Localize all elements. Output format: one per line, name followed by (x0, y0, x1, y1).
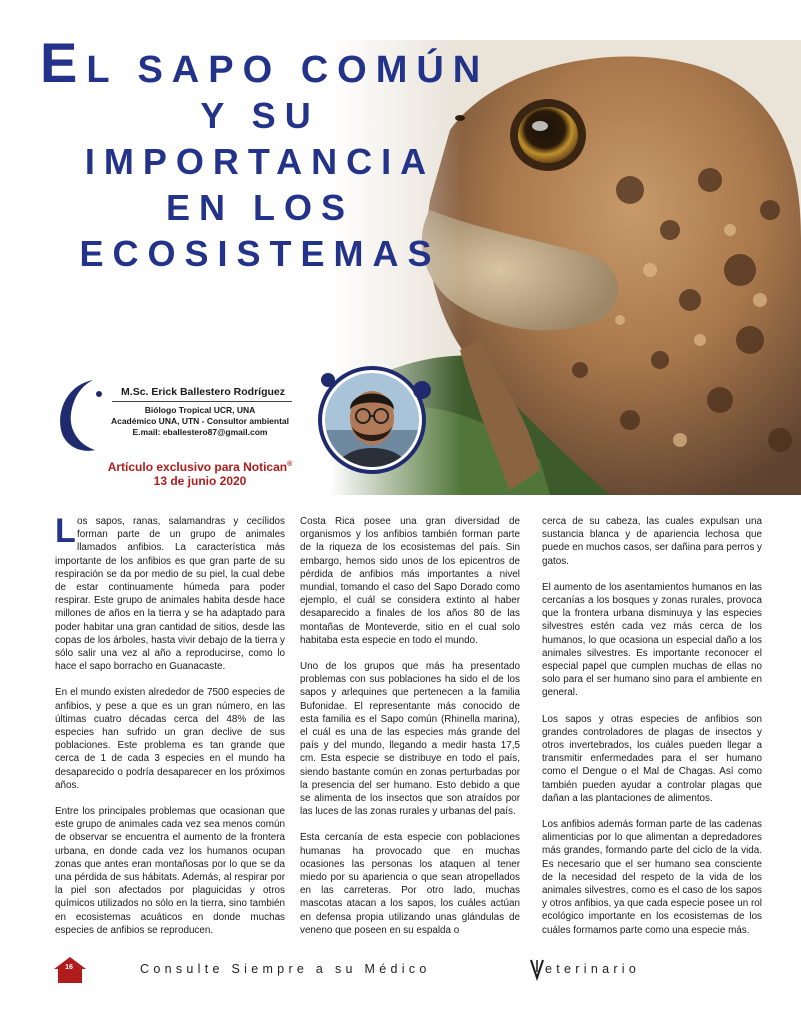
author-credentials (110, 405, 290, 438)
paragraph (55, 512, 285, 673)
article-date: 13 de junio 2020 (153, 474, 247, 488)
paragraph: Los anfibios además forman parte de las cadenas alimenticias por lo que alimentan a depredadores más grandes, formando parte del ciclo de la vida. Es necesario que el ser humano sea consciente de la necesidad del respeto de la vida de los animales silvestres, como es el caso de los sapos y otros anfibios, ya que cada especie posee un rol ecológico importante en los ecosistemas de los cuáles formamos parte como una especie más. (542, 819, 762, 936)
body-column-3 (542, 515, 762, 950)
exclusive-note (100, 458, 300, 488)
registered-mark: ® (287, 461, 293, 468)
dropcap-L (55, 512, 76, 550)
title-line-1: EL SAPO COMÚN (40, 31, 490, 94)
paragraph: Uno de los grupos que más ha presentado problemas con sus poblaciones ha sido el de los sapos y arlequines que pertenecen a la familia Bufonidae. El representante más conocido de esta familia es el Sapo común (Rhinella marina), el cuál es una de las especies más grande del país y del mundo, llegando a medir hasta 17,5 cm. Esta especie se distribuye en todo el país, siendo bastante común en zonas perturbadas por la presencia del ser humano. Esto debido a que se alimenta de los insectos que son atraídos por las luces de las zonas rurales y urbanas del país. (300, 661, 520, 818)
author-name: M.Sc. Erick Ballestero Rodríguez (121, 386, 285, 398)
paragraph: cerca de su cabeza, las cuales expulsan una sustancia blanca y de apariencia lechosa que puede en muchos casos, ser dañina para perros y gatos. (542, 516, 762, 567)
dropcap-letter: L (55, 512, 76, 550)
paragraph-text: os sapos, ranas, salamandras y cecílidos forman parte de un grupo de animales llamados anfibios. La característica más importante de los anfibios es que gran parte de su respiración se da por medio de su piel, la cual debe de estar continuamente húmeda para poder respirar. Este grupo de animales habita desde hace millones de años en la tierra y se ha adaptado para poder habitar una gran cantidad de sitios, desde las copas de los árboles, hasta vivir debajo de la tierra y sólo salir una vez al año a reproducirse, como lo hace el sapo borracho en Guanacaste. (55, 516, 285, 673)
paragraph: Costa Rica posee una gran diversidad de organismos y los anfibios también forman parte de la riqueza de los ecosistemas del país. Sin embargo, hemos sido unos de los epicentros de pérdida de anfibios más importantes a nivel mundial, tomando el caso del Sapo Dorado como ejemplo, el cuál se considera extinto al haber desaparecido a finales de los años 80 de las montañas de Monteverde, sitio en el cual solo habitaba esta especie en todo el mundo. (300, 516, 520, 646)
paragraph: El aumento de los asentamientos humanos en las cercanías a los bosques y zonas rurales, provoca que la frontera urbana disminuya y las especies silvestres estén cada vez más cerca de los humanos, lo que ocasiona un especial daño a los animales silvestres. Es importante reconocer el especial papel que cumplen muchas de ellas no solo para el ser humano sino para el ambiente en general. (542, 581, 762, 699)
paragraph: Los sapos y otras especies de anfibios son grandes controladores de plagas de insectos y otros invertebrados, los cuáles pueden llegar a transmitir enfermedades para el ser humano como el Dengue o el Mal de Chagas. Así como también pueden ayudar a controlar plagas que dañan a las plantaciones de alimentos. (542, 713, 762, 804)
author-email: E.mail: eballestero87@gmail.com (132, 427, 268, 437)
article-title (40, 31, 490, 277)
vet-v-logo-icon (530, 958, 544, 980)
body-column-1 (55, 512, 285, 950)
title-line-5: ECOSISTEMAS (79, 233, 441, 274)
exclusive-label: Artículo exclusivo para Notican (107, 460, 288, 474)
body-column-2 (300, 515, 520, 950)
paragraph: Entre los principales problemas que ocasionan que este grupo de animales cada vez sea menos común de observar se encuentra el aumento de la frontera urbana, en donde cada vez los humanos ocupan zonas que antes eran montañosas por lo que se da una pérdida de sus hábitats. Además, al respirar por la piel son afectados por plaguicidas y otros químicos utilizados no sólo en la tierra, sino también en ecosistemas acuáticos en donde muchas especies de anfibios se reproducen. (55, 806, 285, 936)
author-role-2: Académico UNA, UTN - Consultor ambiental (110, 416, 290, 426)
paragraph: Esta cercanía de esta especie con poblaciones humanas ha provocado que en muchas ocasiones las personas los ataquen al tener miedo por su apariencia o que sean atropellados en las carreteras. Por otro lado, muchas mascotas atacan a los sapos, los cuáles actúan en defensa propia utilizando unas glándulas de veneno que poseen en su espalda o (300, 832, 520, 936)
title-line-3: IMPORTANCIA (84, 141, 436, 182)
title-line-2: Y SU (200, 95, 320, 136)
author-divider (112, 401, 292, 402)
page-number: 16 (65, 964, 73, 971)
footer-slogan-end: eterinario (545, 962, 641, 976)
title-line-4: EN LOS (165, 187, 354, 228)
author-photo (310, 360, 440, 480)
paragraph: En el mundo existen alrededor de 7500 especies de anfibios, y pese a que es un gran número, en las últimas cuatro décadas cerca del 48% de las especies han sufrido un gran declive de sus poblaciones. Este problema es tan grande que cerca de 1 de cada 3 especies en el mundo ha desaparecido o podría desaparecer en los próximos años. (55, 687, 285, 791)
footer-slogan: Consulte Siempre a su Médico (140, 962, 431, 976)
author-role-1: Biólogo Tropical UCR, UNA (144, 405, 256, 415)
author-crescent-icon (55, 378, 105, 453)
